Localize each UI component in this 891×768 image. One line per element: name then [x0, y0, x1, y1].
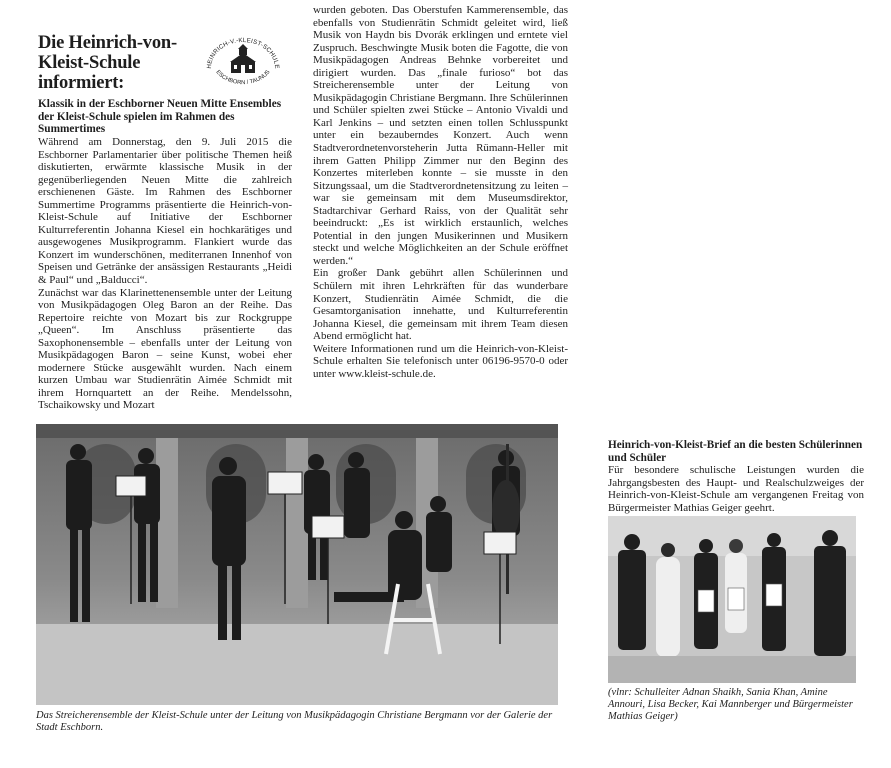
- paragraph: Zunächst war das Klarinettenensemble unter der Leitung von Musikpädagogen Oleg Baron an der Reihe. Das Repertoire reichte von Mozart bis zur Rockgruppe „Queen“. Im Anschluss präsentierte das Saxophonensemble – ebenfalls unter der Leitung von Musikpädagogen Baron – seine Kunst, wobei eher modernere Stücke ausgewählt wurden. Nach einem kurzen Umbau war Studienrätin Aimée Schmidt mit ihrem Hornquartett an der Reihe. Mendelssohn, Tschaikowsky und Mozart: [38, 286, 292, 412]
- paragraph: Ein großer Dank gebührt allen Schülerinnen und Schülern mit ihren Lehrkräften für das wunderbare Konzert, Studienrätin Aimée Schmidt, die die Gesamtorganisation innehatte, und Kulturreferentin Johanna Kiesel, die gemeinsam mit ihrem Team diesen Abend ermöglicht hat.: [313, 267, 568, 343]
- svg-text:HEINRICH-V.-KLEIST-SCHULE: HEINRICH-V.-KLEIST-SCHULE: [205, 36, 281, 69]
- article-column-2: [313, 4, 568, 380]
- sidebar-photo-caption: (vlnr: Schulleiter Adnan Shaikh, Sania Khan, Amine Annouri, Lisa Becker, Kai Mannberger und Bürgermeister Mathias Geiger): [608, 687, 853, 723]
- article-column-1: [38, 136, 292, 412]
- paragraph: Während am Donnerstag, den 9. Juli 2015 die Eschborner Parlamentarier über politische Themen heiß diskutierten, erwärmte klassische Musik in der gegenüberliegenden Neuen Mitte die zahlreich erschienenen Gäste. Im Rahmen des Eschborner Summertime Programms präsentierte die Heinrich-von-Kleist-Schule auf Initiative der Eschborner Kulturreferentin Johanna Kiesel ein hochkarätiges und ausgewogenes Musikprogramm. Flankiert wurde das Konzert im wunderschönen, mediterranen Innenhof von Speisen und Getränke der ansässigen Restaurants „Heidi & Paul“ und „Balducci“.: [38, 136, 292, 287]
- article-title: Die Heinrich-von-Kleist-Schule informiert:: [38, 33, 177, 93]
- ensemble-photo: [36, 424, 558, 705]
- sidebar-text: Für besondere schulische Leistungen wurden die Jahrgangsbesten des Haupt- und Realschulzweiges der Heinrich-von-Kleist-Schule am vergangenen Freitag von Bürgermeister Mathias Geiger geehrt.: [608, 464, 864, 514]
- photo-caption: Das Streicherensemble der Kleist-Schule unter der Leitung von Musikpädagogin Christiane Bergmann vor der Galerie der Stadt Eschborn.: [36, 710, 553, 734]
- paragraph: wurden geboten. Das Oberstufen Kammerensemble, das ebenfalls von Studienrätin Schmidt geleitet wird, ließ Musik von Haydn bis Dvorák erklingen und erntete viel Zuspruch. Beschwingte Musik boten die Fagotte, die von Musikpädagogen Andreas Behnke vorbereitet und dirigiert wurden. Das „finale furioso“ bot das Streicherensemble unter der Leitung von Musikpädagogin Christiane Bergmann. Ihre Schülerinnen und Schüler spielten zwei Stücke – Antonio Vivaldi und Karl Jenkins – und setzten einen tollen Schlusspunkt unter ein bezauberndes Konzert. Auch wenn Stadtverordnetenvorsteherin Jutta Rümann-Heller mit ihrem Gatten Philipp Zimmer nur den Beginn des Konzertes miterleben konnte – sie musste in den Sitzungssaal, um die Stadtverordnetensitzung zu leiten – war sie gemeinsam mit dem Museumsdirektor, Stadtarchivar Gerhard Raiss, von der Qualität sehr beeindruckt: „Es ist wirklich erstaunlich, welches Potential in den jungen Musikerinnen und Musikern steckt und welche Möglichkeiten an der Schule eröffnet werden.“: [313, 4, 568, 267]
- award-photo: [608, 516, 856, 683]
- svg-text:ESCHBORN / TAUNUS: ESCHBORN / TAUNUS: [214, 69, 272, 87]
- article-subhead: Klassik in der Eschborner Neuen Mitte Ensembles der Kleist-Schule spielen im Rahmen des Summertimes: [38, 98, 282, 136]
- school-seal-logo: [203, 34, 283, 92]
- sidebar-title: Heinrich-von-Kleist-Brief an die besten Schülerinnen und Schüler: [608, 439, 863, 464]
- paragraph: Weitere Informationen rund um die Heinrich-von-Kleist-Schule erhalten Sie telefonisch unter 06196-9570-0 oder unter www.kleist-schule.de.: [313, 342, 568, 380]
